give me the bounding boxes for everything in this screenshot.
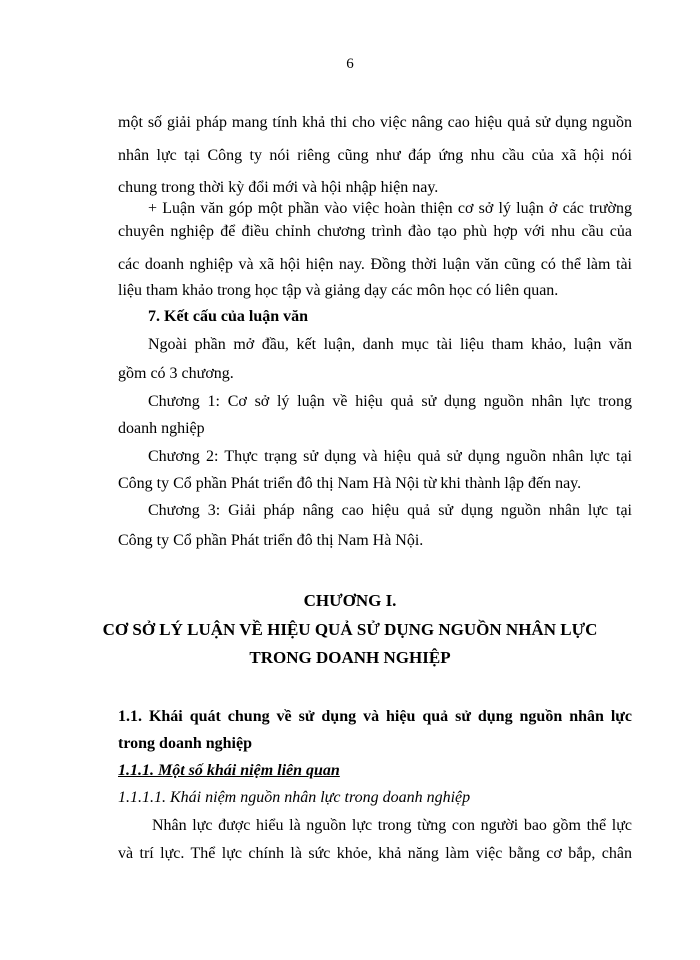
text-line: các doanh nghiệp và xã hội hiện nay. Đồng thời luận văn cũng có thể làm tài (118, 256, 632, 273)
text-line: nhân lực tại Công ty nói riêng cũng như đáp ứng nhu cầu của xã hội nói (118, 147, 632, 164)
text-line: chung trong thời kỳ đổi mới và hội nhập hiện nay. (118, 179, 439, 196)
page-number: 6 (346, 56, 354, 72)
text-line: Ngoài phần mở đầu, kết luận, danh mục tài liệu tham khảo, luận văn (148, 336, 632, 353)
text-line: Chương 2: Thực trạng sử dụng và hiệu quả sử dụng nguồn nhân lực tại (148, 448, 632, 465)
text-line: Công ty Cổ phần Phát triển đô thị Nam Hà Nội. (118, 532, 424, 549)
text-line: liệu tham khảo trong học tập và giảng dạy các môn học có liên quan. (118, 282, 559, 299)
text-line: gồm có 3 chương. (118, 365, 234, 382)
text-line: chuyên nghiệp để điều chỉnh chương trình đào tạo phù hợp với nhu cầu của (118, 223, 632, 240)
chapter-subtitle: TRONG DOANH NGHIỆP (249, 648, 451, 667)
chapter-title: CHƯƠNG I. (303, 591, 397, 610)
subsection-heading: 1.1.1. Một số khái niệm liên quan (118, 762, 340, 779)
text-line: + Luận văn góp một phần vào việc hoàn thiện cơ sở lý luận ở các trường (148, 200, 632, 217)
text-line: doanh nghiệp (118, 420, 205, 437)
section-heading: 7. Kết cấu của luận văn (148, 308, 309, 325)
text-line: Chương 1: Cơ sở lý luận về hiệu quả sử dụng nguồn nhân lực trong (148, 393, 632, 410)
text-line: Nhân lực được hiểu là nguồn lực trong từng con người bao gồm thể lực (152, 817, 632, 834)
text-line: Chương 3: Giải pháp nâng cao hiệu quả sử dụng nguồn nhân lực tại (148, 502, 632, 519)
text-line: và trí lực. Thể lực chính là sức khỏe, khả năng làm việc bằng cơ bắp, chân (118, 845, 632, 862)
chapter-subtitle: CƠ SỞ LÝ LUẬN VỀ HIỆU QUẢ SỬ DỤNG NGUỒN NHÂN LỰC (102, 620, 598, 639)
section-heading: 1.1. Khái quát chung về sử dụng và hiệu quả sử dụng nguồn nhân lực (118, 708, 632, 725)
section-heading: trong doanh nghiệp (118, 735, 252, 752)
subsubsection-heading: 1.1.1.1. Khái niệm nguồn nhân lực trong doanh nghiệp (118, 789, 471, 806)
text-line: Công ty Cổ phần Phát triển đô thị Nam Hà Nội từ khi thành lập đến nay. (118, 475, 582, 492)
text-line: một số giải pháp mang tính khả thi cho việc nâng cao hiệu quả sử dụng nguồn (118, 114, 632, 131)
